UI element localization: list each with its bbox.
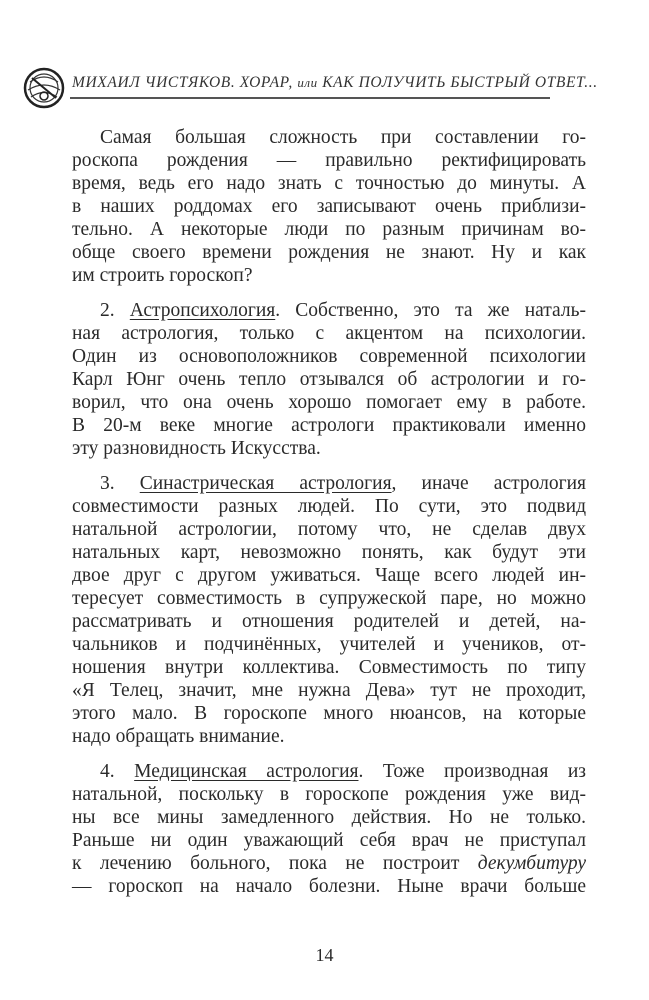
text-line: ношения внутри коллектива. Совместимость по типу: [72, 657, 586, 678]
text-line: ная астрология, только с акцентом на психологии.: [72, 323, 586, 344]
text-line: натальной астрологии, потому что, не сделав двух: [72, 519, 586, 540]
term-underlined: Синастрическая астрология: [139, 473, 392, 494]
term-underlined: Астропсихология: [129, 300, 276, 321]
paragraph-astropsychology: [72, 299, 586, 460]
text-line: [72, 472, 586, 495]
text-fragment: к лечению больного, пока не построит: [72, 853, 478, 874]
running-title: [72, 74, 598, 92]
text-line: — гороскоп на начало болезни. Ныне врачи больше: [72, 876, 586, 897]
text-line: в наших роддомах его записывают очень приблизи-: [72, 196, 586, 217]
text-line: В 20-м веке многие астрологи практиковали именно: [72, 415, 586, 436]
text-line: ворил, что она очень хорошо помогает ему в работе.: [72, 392, 586, 413]
item-number: 3.: [100, 473, 140, 494]
text-fragment: . Собственно, это та же наталь-: [275, 300, 586, 321]
text-line: двое друг с другом уживаться. Чаще всего людей ин-: [72, 565, 586, 586]
term-underlined: Медицинская астрология: [134, 761, 359, 782]
running-title-subtitle: КАК ПОЛУЧИТЬ БЫСТРЫЙ ОТВЕТ...: [317, 74, 598, 91]
text-line: ны все мины замедленного действия. Но не только.: [72, 807, 586, 828]
text-line: совместимости разных людей. По сути, это подвид: [72, 496, 586, 517]
page-number: 14: [315, 945, 334, 965]
item-number: 4.: [100, 761, 135, 782]
running-title-conjunction: или: [297, 75, 318, 90]
text-line: натальной, поскольку в гороскопе рождения уже вид-: [72, 784, 586, 805]
text-line: Карл Юнг очень тепло отзывался об астрологии и го-: [72, 369, 586, 390]
text-line: Один из основоположников современной психологии: [72, 346, 586, 367]
text-line: обще своего времени рождения не знают. Ну и как: [72, 242, 586, 263]
text-line: роскопа рождения — правильно ректифицировать: [72, 150, 586, 171]
text-line: надо обращать внимание.: [72, 726, 285, 747]
text-line: этого мало. В гороскопе много нюансов, на которые: [72, 703, 586, 724]
running-header: [22, 66, 598, 116]
text-line: тельно. А некоторые люди по разным причинам во-: [72, 219, 586, 240]
text-fragment: . Тоже производная из: [358, 761, 586, 782]
text-line: [72, 760, 586, 783]
text-line: [72, 299, 586, 322]
text-line: им строить гороскоп?: [72, 265, 253, 286]
text-line: время, ведь его надо знать с точностью до минуты. А: [72, 173, 586, 194]
paragraph-medical: [72, 760, 586, 898]
paragraph: [72, 126, 586, 287]
emblem-logo-icon: [22, 66, 66, 110]
text-line: «Я Телец, значит, мне нужна Дева» тут не проходит,: [72, 680, 586, 701]
text-line: Раньше ни один уважающий себя врач не приступал: [72, 830, 586, 851]
paragraph-synastry: [72, 472, 586, 748]
text-line: натальных карт, невозможно понять, как будут эти: [72, 542, 586, 563]
header-rule: [70, 97, 550, 99]
term-italic: декумбитуру: [477, 853, 586, 874]
item-number: 2.: [100, 300, 130, 321]
text-line: рассматривать и отношения родителей и детей, на-: [72, 611, 586, 632]
page-body: [72, 126, 586, 910]
text-line: эту разновидность Искусства.: [72, 438, 321, 459]
text-fragment: , иначе астрология: [391, 473, 586, 494]
text-line: тересует совместимость в супружеской паре, но можно: [72, 588, 586, 609]
running-title-author: МИХАИЛ ЧИСТЯКОВ. ХОРАР,: [72, 74, 298, 91]
text-line: чальников и подчинённых, учителей и учеников, от-: [72, 634, 586, 655]
text-line: Самая большая сложность при составлении го-: [100, 127, 586, 148]
text-line: [72, 852, 586, 875]
